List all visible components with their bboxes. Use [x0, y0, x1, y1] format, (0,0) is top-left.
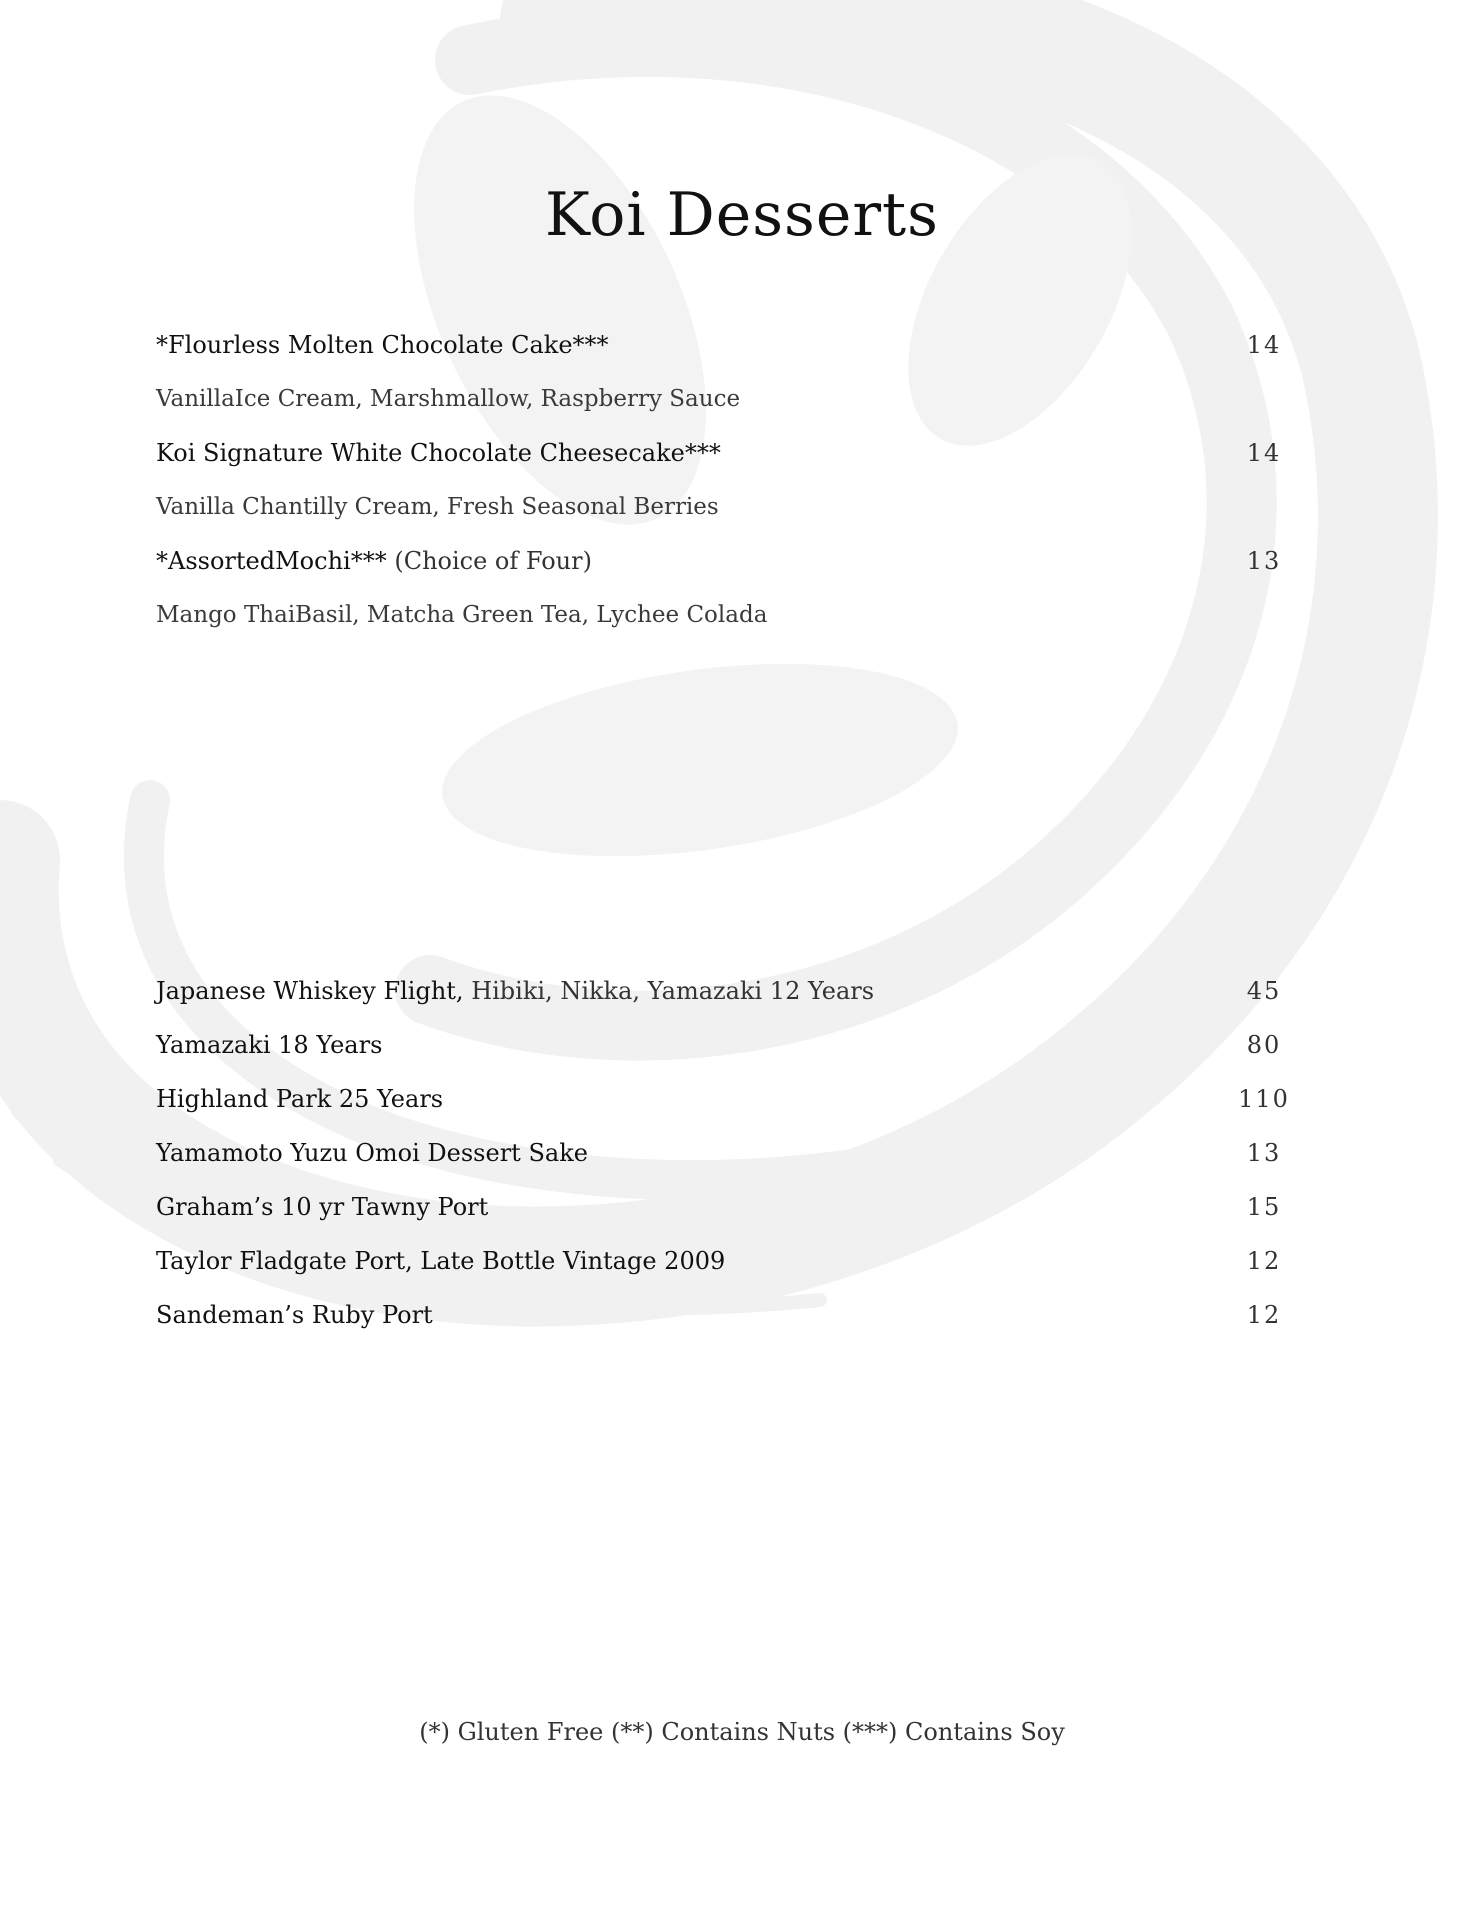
item-price: 45	[1246, 977, 1282, 1005]
page-title: Koi Desserts	[545, 180, 939, 250]
item-description: Vanilla Chantilly Cream, Fresh Seasonal Berries	[156, 494, 719, 520]
item-name: Highland Park 25 Years	[156, 1085, 444, 1113]
drink-item	[156, 1180, 1304, 1234]
menu-item	[156, 318, 1304, 372]
item-price: 110	[1238, 1085, 1290, 1113]
item-price: 12	[1246, 1247, 1282, 1275]
item-price: 14	[1246, 331, 1282, 359]
drink-item	[156, 1234, 1304, 1288]
item-name: Taylor Fladgate Port, Late Bottle Vintage 2009	[156, 1247, 726, 1275]
item-price: 14	[1246, 439, 1282, 467]
item-note: Hibiki, Nikka, Yamazaki 12 Years	[471, 977, 875, 1005]
menu-item	[156, 426, 1304, 480]
item-name: Yamazaki 18 Years	[156, 1031, 383, 1059]
item-name: Yamamoto Yuzu Omoi Dessert Sake	[156, 1139, 588, 1167]
drink-item	[156, 1018, 1304, 1072]
item-price: 13	[1246, 547, 1282, 575]
item-price: 15	[1246, 1193, 1282, 1221]
item-name: Koi Signature White Chocolate Cheesecake***	[156, 439, 721, 467]
item-note: (Choice of Four)	[394, 547, 592, 575]
desserts-section	[156, 318, 1304, 642]
item-description: VanillaIce Cream, Marshmallow, Raspberry Sauce	[156, 386, 741, 412]
drink-item	[156, 1072, 1304, 1126]
drink-item	[156, 1126, 1304, 1180]
item-price: 13	[1246, 1139, 1282, 1167]
allergen-legend: (*) Gluten Free (**) Contains Nuts (***) Contains Soy	[419, 1718, 1065, 1746]
item-name: Sandeman’s Ruby Port	[156, 1301, 433, 1329]
drink-item	[156, 1288, 1304, 1342]
item-name: *AssortedMochi***	[156, 547, 387, 575]
item-name: Graham’s 10 yr Tawny Port	[156, 1193, 489, 1221]
drinks-section	[156, 964, 1304, 1342]
item-price: 80	[1246, 1031, 1282, 1059]
item-name: *Flourless Molten Chocolate Cake***	[156, 331, 609, 359]
menu-item	[156, 534, 1304, 588]
item-description: Mango ThaiBasil, Matcha Green Tea, Lychee Colada	[156, 602, 768, 628]
drink-item	[156, 964, 1304, 1018]
item-name: Japanese Whiskey Flight,	[156, 977, 464, 1005]
item-price: 12	[1246, 1301, 1282, 1329]
